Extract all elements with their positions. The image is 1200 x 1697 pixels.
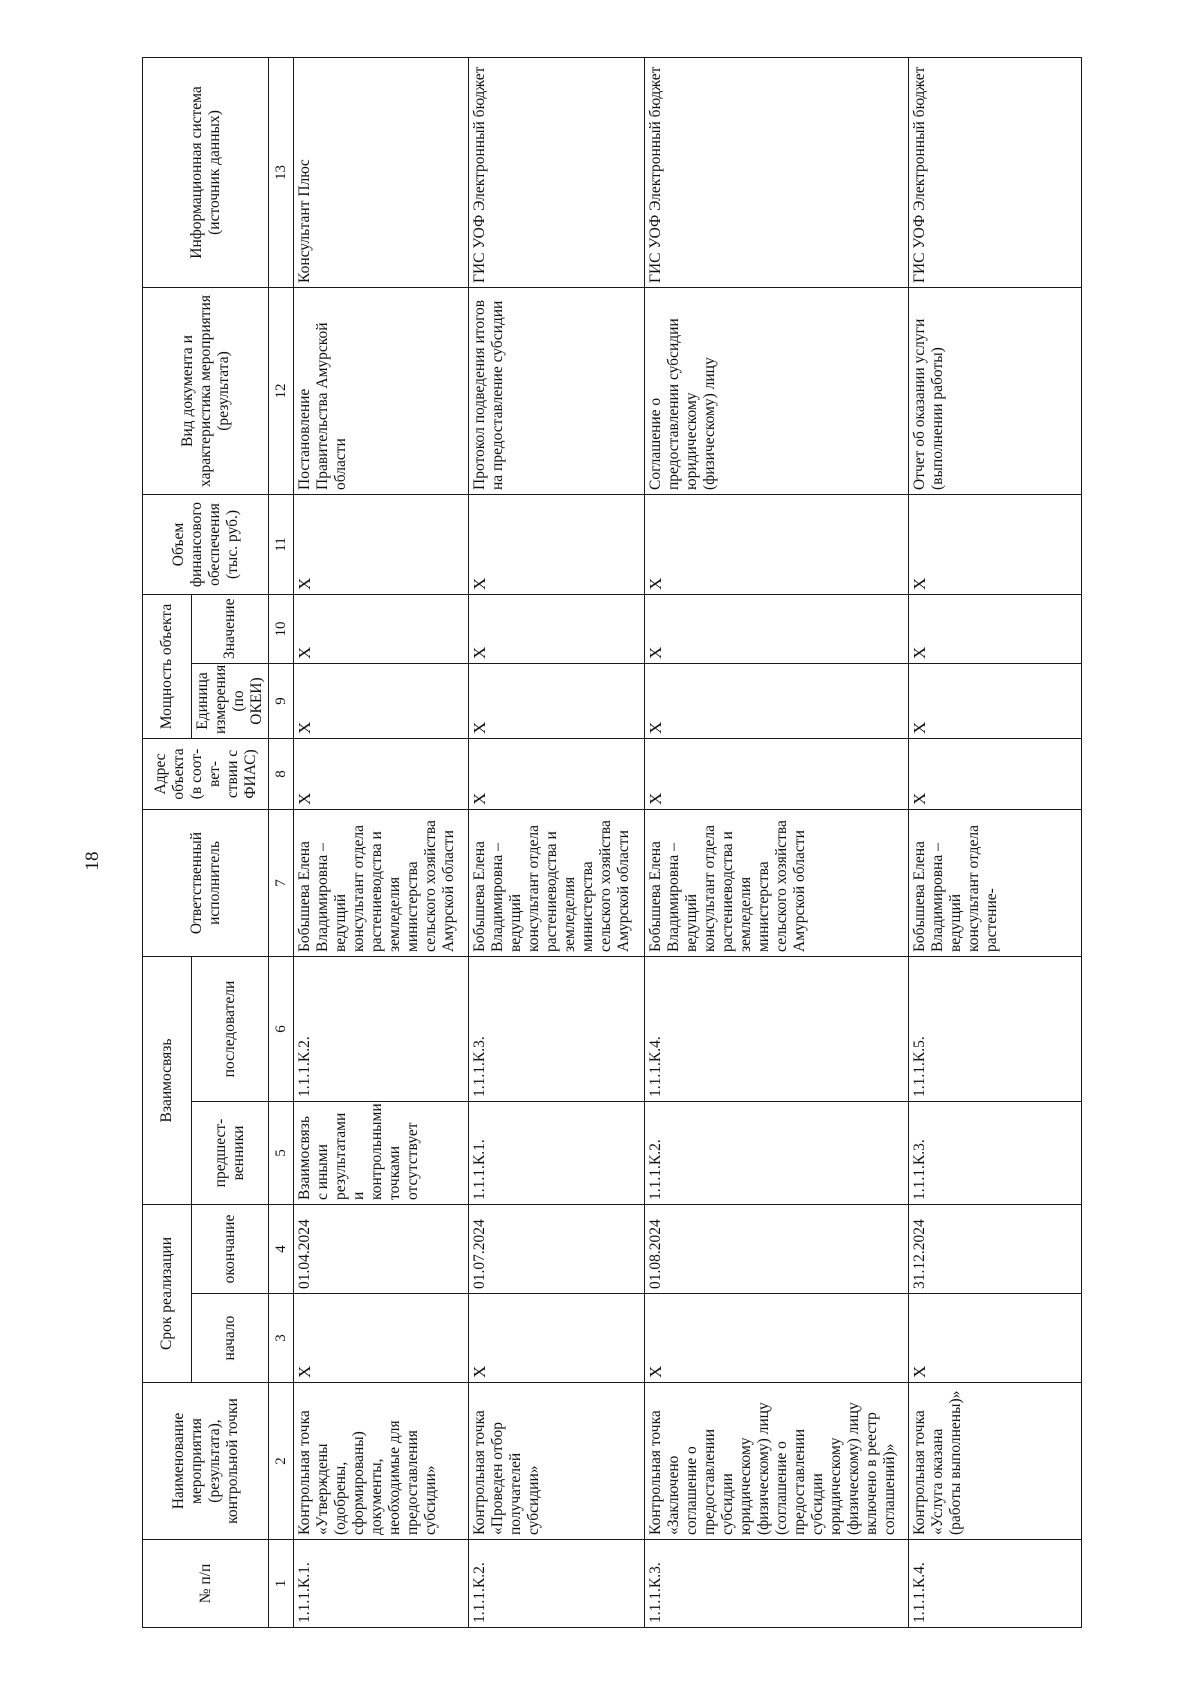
row-end: 01.08.2024 (644, 1205, 908, 1294)
header-finance: Объем финансового обеспечения (тыс. руб.) (143, 495, 269, 595)
row-predecessors: 1.1.1.К.3. (908, 1102, 1081, 1205)
row-end: 31.12.2024 (908, 1205, 1081, 1294)
row-infosystem: ГИС УОФ Электронный бюджет (469, 58, 644, 288)
column-number: 1 (269, 1540, 294, 1628)
row-value: X (294, 595, 469, 664)
row-start: X (908, 1294, 1081, 1383)
column-number: 6 (269, 957, 294, 1102)
column-number: 13 (269, 58, 294, 288)
row-num: 1.1.1.К.4. (908, 1540, 1081, 1628)
row-predecessors: Взаимосвязь с иными результатами и контрольными точками отсутствует (294, 1102, 469, 1205)
column-number: 12 (269, 288, 294, 495)
row-name: Контрольная точка «Утверждены (одобрены, сформированы) документы, необходимые для предоставления субсидии» (294, 1383, 469, 1540)
column-number: 7 (269, 810, 294, 957)
column-number: 3 (269, 1294, 294, 1383)
row-num: 1.1.1.К.2. (469, 1540, 644, 1628)
row-document: Соглашение о предоставлении субсидии юридическому (физическому) лицу (644, 288, 908, 495)
row-successors: 1.1.1.К.5. (908, 957, 1081, 1102)
row-end: 01.04.2024 (294, 1205, 469, 1294)
row-address: X (644, 739, 908, 810)
table-row (469, 58, 644, 1628)
row-start: X (469, 1294, 644, 1383)
header-infosystem: Информационная система (источник данных) (143, 58, 269, 288)
header-name: Наименование мероприятия (результата), контрольной точки (143, 1383, 269, 1540)
column-number: 4 (269, 1205, 294, 1294)
header-predecessors: предшест-венники (192, 1102, 269, 1205)
control-points-table (142, 57, 1082, 1628)
row-successors: 1.1.1.К.3. (469, 957, 644, 1102)
row-value: X (469, 595, 644, 664)
column-number: 5 (269, 1102, 294, 1205)
row-value: X (908, 595, 1081, 664)
row-finance: X (294, 495, 469, 595)
rotated-page-content (142, 58, 1082, 1628)
row-predecessors: 1.1.1.К.1. (469, 1102, 644, 1205)
row-unit: X (294, 664, 469, 739)
row-responsible: Бобышева Елена Владимировна –ведущий консультант отдела растение- (908, 810, 1081, 957)
header-responsible: Ответственный исполнитель (143, 810, 269, 957)
row-infosystem: Консультант Плюс (294, 58, 469, 288)
header-successors: последователи (192, 957, 269, 1102)
header-value: Значение (192, 595, 269, 664)
row-document: Отчет об оказании услуги (выполнении работы) (908, 288, 1081, 495)
column-number: 11 (269, 495, 294, 595)
header-capacity: Мощность объекта (143, 595, 192, 739)
column-number: 8 (269, 739, 294, 810)
table-row (294, 58, 469, 1628)
row-responsible: Бобышева Елена Владимировна –ведущий консультант отдела растениеводства и земледелия министерства сельского хозяйства Амурской области (469, 810, 644, 957)
header-term: Срок реализации (143, 1205, 192, 1383)
row-responsible: Бобышева Елена Владимировна –ведущий консультант отдела растениеводства и земледелия министерства сельского хозяйства Амурской области (294, 810, 469, 957)
row-address: X (469, 739, 644, 810)
row-unit: X (469, 664, 644, 739)
row-address: X (908, 739, 1081, 810)
row-unit: X (644, 664, 908, 739)
row-name: Контрольная точка «Заключено соглашение о предоставлении субсидии юридическому (физическому) лицу (соглашение о предоставлении субсидии юридическому (физическому) лицу включено в реестр соглашений)» (644, 1383, 908, 1540)
row-value: X (644, 595, 908, 664)
row-start: X (644, 1294, 908, 1383)
header-end: окончание (192, 1205, 269, 1294)
row-finance: X (469, 495, 644, 595)
table-row (644, 58, 908, 1628)
row-name: Контрольная точка «Услуга оказана (работы выполнены)» (908, 1383, 1081, 1540)
header-address: Адрес объекта (в соот-вет-ствии с ФИАС) (143, 739, 269, 810)
row-document: Постановление Правительства Амурской области (294, 288, 469, 495)
column-number: 2 (269, 1383, 294, 1540)
row-responsible: Бобышева Елена Владимировна –ведущий консультант отдела растениеводства и земледелия министерства сельского хозяйства Амурской области (644, 810, 908, 957)
column-number: 9 (269, 664, 294, 739)
row-num: 1.1.1.К.1. (294, 1540, 469, 1628)
header-document: Вид документа и характеристика мероприятия (результата) (143, 288, 269, 495)
row-predecessors: 1.1.1.К.2. (644, 1102, 908, 1205)
column-number: 10 (269, 595, 294, 664)
row-num: 1.1.1.К.3. (644, 1540, 908, 1628)
column-number-row (269, 58, 294, 1628)
row-start: X (294, 1294, 469, 1383)
row-finance: X (908, 495, 1081, 595)
row-successors: 1.1.1.К.2. (294, 957, 469, 1102)
row-finance: X (644, 495, 908, 595)
row-infosystem: ГИС УОФ Электронный бюджет (908, 58, 1081, 288)
header-start: начало (192, 1294, 269, 1383)
row-unit: X (908, 664, 1081, 739)
row-end: 01.07.2024 (469, 1205, 644, 1294)
row-successors: 1.1.1.К.4. (644, 957, 908, 1102)
header-unit: Единица измерения (по ОКЕИ) (192, 664, 269, 739)
page-number: 18 (82, 851, 103, 871)
row-document: Протокол подведения итогов на предоставление субсидии (469, 288, 644, 495)
row-infosystem: ГИС УОФ Электронный бюджет (644, 58, 908, 288)
table-row (908, 58, 1081, 1628)
row-name: Контрольная точка «Проведен отбор получателей субсидии» (469, 1383, 644, 1540)
header-num: № п/п (143, 1540, 269, 1628)
header-relation: Взаимосвязь (143, 957, 192, 1205)
row-address: X (294, 739, 469, 810)
